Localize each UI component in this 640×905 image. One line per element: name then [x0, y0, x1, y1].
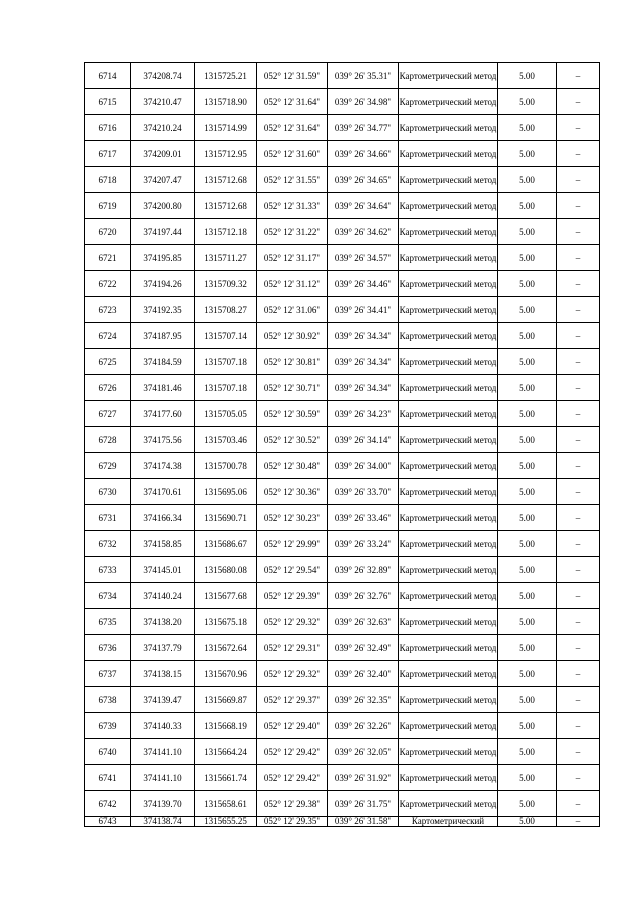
y-coordinate-cell: 1315668.19 — [195, 713, 257, 739]
note-cell: – — [557, 297, 600, 323]
table-row — [85, 505, 600, 531]
point-number-cell: 6737 — [85, 661, 131, 687]
note-cell: – — [557, 141, 600, 167]
note-cell: – — [557, 349, 600, 375]
x-coordinate-cell: 374138.20 — [131, 609, 195, 635]
latitude-cell: 052° 12' 31.55" — [257, 167, 328, 193]
table-row — [85, 765, 600, 791]
x-coordinate-cell: 374140.24 — [131, 583, 195, 609]
latitude-cell: 052° 12' 31.12" — [257, 271, 328, 297]
accuracy-cell: 5.00 — [498, 661, 557, 687]
method-cell: Картометрический метод — [399, 661, 498, 687]
longitude-cell: 039° 26' 34.46" — [328, 271, 399, 297]
point-number-cell: 6735 — [85, 609, 131, 635]
x-coordinate-cell: 374200.80 — [131, 193, 195, 219]
x-coordinate-cell: 374207.47 — [131, 167, 195, 193]
latitude-cell: 052° 12' 29.42" — [257, 765, 328, 791]
point-number-cell: 6728 — [85, 427, 131, 453]
table-row — [85, 141, 600, 167]
point-number-cell: 6727 — [85, 401, 131, 427]
point-number-cell: 6721 — [85, 245, 131, 271]
latitude-cell: 052° 12' 30.52" — [257, 427, 328, 453]
y-coordinate-cell: 1315712.68 — [195, 193, 257, 219]
x-coordinate-cell: 374138.74 — [131, 817, 195, 827]
note-cell: – — [557, 401, 600, 427]
table-row — [85, 245, 600, 271]
note-cell: – — [557, 323, 600, 349]
latitude-cell: 052° 12' 29.99" — [257, 531, 328, 557]
longitude-cell: 039° 26' 32.76" — [328, 583, 399, 609]
method-cell: Картометрический метод — [399, 531, 498, 557]
method-cell: Картометрический метод — [399, 219, 498, 245]
y-coordinate-cell: 1315708.27 — [195, 297, 257, 323]
accuracy-cell: 5.00 — [498, 141, 557, 167]
latitude-cell: 052° 12' 29.35" — [257, 817, 328, 827]
note-cell: – — [557, 271, 600, 297]
table-row — [85, 297, 600, 323]
point-number-cell: 6715 — [85, 89, 131, 115]
longitude-cell: 039° 26' 32.49" — [328, 635, 399, 661]
longitude-cell: 039° 26' 34.14" — [328, 427, 399, 453]
accuracy-cell: 5.00 — [498, 245, 557, 271]
accuracy-cell: 5.00 — [498, 375, 557, 401]
y-coordinate-cell: 1315664.24 — [195, 739, 257, 765]
note-cell: – — [557, 583, 600, 609]
point-number-cell: 6714 — [85, 63, 131, 89]
table-row — [85, 531, 600, 557]
y-coordinate-cell: 1315718.90 — [195, 89, 257, 115]
latitude-cell: 052° 12' 30.36" — [257, 479, 328, 505]
method-cell: Картометрический метод — [399, 271, 498, 297]
x-coordinate-cell: 374210.24 — [131, 115, 195, 141]
accuracy-cell: 5.00 — [498, 427, 557, 453]
x-coordinate-cell: 374140.33 — [131, 713, 195, 739]
x-coordinate-cell: 374177.60 — [131, 401, 195, 427]
accuracy-cell: 5.00 — [498, 739, 557, 765]
table-row — [85, 89, 600, 115]
table-row — [85, 479, 600, 505]
accuracy-cell: 5.00 — [498, 115, 557, 141]
accuracy-cell: 5.00 — [498, 765, 557, 791]
point-number-cell: 6731 — [85, 505, 131, 531]
accuracy-cell: 5.00 — [498, 817, 557, 827]
point-number-cell: 6741 — [85, 765, 131, 791]
note-cell: – — [557, 245, 600, 271]
latitude-cell: 052° 12' 30.81" — [257, 349, 328, 375]
table-row — [85, 817, 600, 827]
x-coordinate-cell: 374208.74 — [131, 63, 195, 89]
longitude-cell: 039° 26' 34.41" — [328, 297, 399, 323]
latitude-cell: 052° 12' 30.23" — [257, 505, 328, 531]
table-row — [85, 453, 600, 479]
point-number-cell: 6726 — [85, 375, 131, 401]
point-number-cell: 6740 — [85, 739, 131, 765]
method-cell: Картометрический метод — [399, 583, 498, 609]
latitude-cell: 052° 12' 29.40" — [257, 713, 328, 739]
longitude-cell: 039° 26' 34.00" — [328, 453, 399, 479]
y-coordinate-cell: 1315695.06 — [195, 479, 257, 505]
y-coordinate-cell: 1315661.74 — [195, 765, 257, 791]
note-cell: – — [557, 63, 600, 89]
latitude-cell: 052° 12' 31.59" — [257, 63, 328, 89]
longitude-cell: 039° 26' 32.35" — [328, 687, 399, 713]
note-cell: – — [557, 453, 600, 479]
note-cell: – — [557, 817, 600, 827]
longitude-cell: 039° 26' 35.31" — [328, 63, 399, 89]
method-cell: Картометрический метод — [399, 115, 498, 141]
x-coordinate-cell: 374175.56 — [131, 427, 195, 453]
point-number-cell: 6732 — [85, 531, 131, 557]
table-row — [85, 401, 600, 427]
y-coordinate-cell: 1315712.68 — [195, 167, 257, 193]
accuracy-cell: 5.00 — [498, 635, 557, 661]
accuracy-cell: 5.00 — [498, 271, 557, 297]
accuracy-cell: 5.00 — [498, 167, 557, 193]
method-cell: Картометрический метод — [399, 89, 498, 115]
accuracy-cell: 5.00 — [498, 531, 557, 557]
x-coordinate-cell: 374145.01 — [131, 557, 195, 583]
latitude-cell: 052° 12' 31.60" — [257, 141, 328, 167]
latitude-cell: 052° 12' 31.22" — [257, 219, 328, 245]
note-cell: – — [557, 557, 600, 583]
note-cell: – — [557, 167, 600, 193]
longitude-cell: 039° 26' 31.58" — [328, 817, 399, 827]
longitude-cell: 039° 26' 32.05" — [328, 739, 399, 765]
x-coordinate-cell: 374181.46 — [131, 375, 195, 401]
y-coordinate-cell: 1315725.21 — [195, 63, 257, 89]
latitude-cell: 052° 12' 29.38" — [257, 791, 328, 817]
latitude-cell: 052° 12' 30.71" — [257, 375, 328, 401]
longitude-cell: 039° 26' 34.66" — [328, 141, 399, 167]
y-coordinate-cell: 1315712.18 — [195, 219, 257, 245]
point-number-cell: 6724 — [85, 323, 131, 349]
y-coordinate-cell: 1315707.14 — [195, 323, 257, 349]
x-coordinate-cell: 374209.01 — [131, 141, 195, 167]
y-coordinate-cell: 1315703.46 — [195, 427, 257, 453]
y-coordinate-cell: 1315714.99 — [195, 115, 257, 141]
y-coordinate-cell: 1315680.08 — [195, 557, 257, 583]
y-coordinate-cell: 1315677.68 — [195, 583, 257, 609]
table-row — [85, 427, 600, 453]
y-coordinate-cell: 1315669.87 — [195, 687, 257, 713]
accuracy-cell: 5.00 — [498, 479, 557, 505]
longitude-cell: 039° 26' 34.98" — [328, 89, 399, 115]
point-number-cell: 6717 — [85, 141, 131, 167]
x-coordinate-cell: 374194.26 — [131, 271, 195, 297]
table-row — [85, 739, 600, 765]
x-coordinate-cell: 374166.34 — [131, 505, 195, 531]
table-row — [85, 713, 600, 739]
longitude-cell: 039° 26' 32.89" — [328, 557, 399, 583]
latitude-cell: 052° 12' 31.33" — [257, 193, 328, 219]
latitude-cell: 052° 12' 29.42" — [257, 739, 328, 765]
accuracy-cell: 5.00 — [498, 89, 557, 115]
method-cell: Картометрический метод — [399, 557, 498, 583]
longitude-cell: 039° 26' 34.34" — [328, 375, 399, 401]
table-row — [85, 661, 600, 687]
method-cell: Картометрический метод — [399, 167, 498, 193]
accuracy-cell: 5.00 — [498, 609, 557, 635]
y-coordinate-cell: 1315686.67 — [195, 531, 257, 557]
method-cell: Картометрический метод — [399, 323, 498, 349]
longitude-cell: 039° 26' 33.46" — [328, 505, 399, 531]
table-row — [85, 115, 600, 141]
x-coordinate-cell: 374158.85 — [131, 531, 195, 557]
y-coordinate-cell: 1315690.71 — [195, 505, 257, 531]
latitude-cell: 052° 12' 30.92" — [257, 323, 328, 349]
note-cell: – — [557, 193, 600, 219]
method-cell: Картометрический метод — [399, 453, 498, 479]
x-coordinate-cell: 374138.15 — [131, 661, 195, 687]
longitude-cell: 039° 26' 32.40" — [328, 661, 399, 687]
x-coordinate-cell: 374139.47 — [131, 687, 195, 713]
accuracy-cell: 5.00 — [498, 63, 557, 89]
accuracy-cell: 5.00 — [498, 323, 557, 349]
accuracy-cell: 5.00 — [498, 401, 557, 427]
method-cell: Картометрический — [399, 817, 498, 827]
y-coordinate-cell: 1315670.96 — [195, 661, 257, 687]
table-row — [85, 557, 600, 583]
point-number-cell: 6722 — [85, 271, 131, 297]
longitude-cell: 039° 26' 33.70" — [328, 479, 399, 505]
point-number-cell: 6738 — [85, 687, 131, 713]
y-coordinate-cell: 1315700.78 — [195, 453, 257, 479]
table-row — [85, 349, 600, 375]
note-cell: – — [557, 375, 600, 401]
note-cell: – — [557, 219, 600, 245]
x-coordinate-cell: 374184.59 — [131, 349, 195, 375]
method-cell: Картометрический метод — [399, 245, 498, 271]
latitude-cell: 052° 12' 31.06" — [257, 297, 328, 323]
point-number-cell: 6733 — [85, 557, 131, 583]
note-cell: – — [557, 427, 600, 453]
latitude-cell: 052° 12' 31.17" — [257, 245, 328, 271]
accuracy-cell: 5.00 — [498, 713, 557, 739]
point-number-cell: 6742 — [85, 791, 131, 817]
table-row — [85, 791, 600, 817]
x-coordinate-cell: 374195.85 — [131, 245, 195, 271]
latitude-cell: 052° 12' 29.54" — [257, 557, 328, 583]
point-number-cell: 6720 — [85, 219, 131, 245]
note-cell: – — [557, 661, 600, 687]
table-row — [85, 583, 600, 609]
coordinates-sheet — [84, 62, 599, 827]
y-coordinate-cell: 1315712.95 — [195, 141, 257, 167]
x-coordinate-cell: 374210.47 — [131, 89, 195, 115]
y-coordinate-cell: 1315711.27 — [195, 245, 257, 271]
table-row — [85, 193, 600, 219]
longitude-cell: 039° 26' 32.63" — [328, 609, 399, 635]
x-coordinate-cell: 374141.10 — [131, 765, 195, 791]
x-coordinate-cell: 374197.44 — [131, 219, 195, 245]
method-cell: Картометрический метод — [399, 297, 498, 323]
x-coordinate-cell: 374137.79 — [131, 635, 195, 661]
latitude-cell: 052° 12' 31.64" — [257, 115, 328, 141]
longitude-cell: 039° 26' 31.92" — [328, 765, 399, 791]
note-cell: – — [557, 531, 600, 557]
longitude-cell: 039° 26' 31.75" — [328, 791, 399, 817]
table-row — [85, 609, 600, 635]
note-cell: – — [557, 479, 600, 505]
longitude-cell: 039° 26' 34.34" — [328, 349, 399, 375]
note-cell: – — [557, 89, 600, 115]
y-coordinate-cell: 1315675.18 — [195, 609, 257, 635]
accuracy-cell: 5.00 — [498, 687, 557, 713]
note-cell: – — [557, 765, 600, 791]
latitude-cell: 052° 12' 29.39" — [257, 583, 328, 609]
method-cell: Картометрический метод — [399, 713, 498, 739]
latitude-cell: 052° 12' 29.37" — [257, 687, 328, 713]
method-cell: Картометрический метод — [399, 349, 498, 375]
method-cell: Картометрический метод — [399, 427, 498, 453]
note-cell: – — [557, 739, 600, 765]
point-number-cell: 6730 — [85, 479, 131, 505]
x-coordinate-cell: 374192.35 — [131, 297, 195, 323]
longitude-cell: 039° 26' 32.26" — [328, 713, 399, 739]
x-coordinate-cell: 374170.61 — [131, 479, 195, 505]
point-number-cell: 6723 — [85, 297, 131, 323]
point-number-cell: 6718 — [85, 167, 131, 193]
point-number-cell: 6739 — [85, 713, 131, 739]
latitude-cell: 052° 12' 29.31" — [257, 635, 328, 661]
table-row — [85, 375, 600, 401]
table-row — [85, 63, 600, 89]
accuracy-cell: 5.00 — [498, 583, 557, 609]
method-cell: Картометрический метод — [399, 791, 498, 817]
table-row — [85, 271, 600, 297]
longitude-cell: 039° 26' 34.77" — [328, 115, 399, 141]
table-row — [85, 167, 600, 193]
x-coordinate-cell: 374187.95 — [131, 323, 195, 349]
longitude-cell: 039° 26' 34.34" — [328, 323, 399, 349]
note-cell: – — [557, 635, 600, 661]
x-coordinate-cell: 374174.38 — [131, 453, 195, 479]
method-cell: Картометрический метод — [399, 609, 498, 635]
method-cell: Картометрический метод — [399, 141, 498, 167]
table-row — [85, 635, 600, 661]
y-coordinate-cell: 1315709.32 — [195, 271, 257, 297]
note-cell: – — [557, 713, 600, 739]
y-coordinate-cell: 1315707.18 — [195, 375, 257, 401]
table-row — [85, 323, 600, 349]
method-cell: Картометрический метод — [399, 765, 498, 791]
accuracy-cell: 5.00 — [498, 297, 557, 323]
x-coordinate-cell: 374141.10 — [131, 739, 195, 765]
point-number-cell: 6716 — [85, 115, 131, 141]
longitude-cell: 039° 26' 33.24" — [328, 531, 399, 557]
accuracy-cell: 5.00 — [498, 557, 557, 583]
note-cell: – — [557, 609, 600, 635]
longitude-cell: 039° 26' 34.57" — [328, 245, 399, 271]
note-cell: – — [557, 505, 600, 531]
accuracy-cell: 5.00 — [498, 505, 557, 531]
point-number-cell: 6729 — [85, 453, 131, 479]
method-cell: Картометрический метод — [399, 739, 498, 765]
method-cell: Картометрический метод — [399, 63, 498, 89]
accuracy-cell: 5.00 — [498, 193, 557, 219]
point-number-cell: 6719 — [85, 193, 131, 219]
table-row — [85, 219, 600, 245]
accuracy-cell: 5.00 — [498, 219, 557, 245]
point-number-cell: 6725 — [85, 349, 131, 375]
method-cell: Картометрический метод — [399, 401, 498, 427]
point-number-cell: 6743 — [85, 817, 131, 827]
method-cell: Картометрический метод — [399, 193, 498, 219]
latitude-cell: 052° 12' 30.48" — [257, 453, 328, 479]
y-coordinate-cell: 1315658.61 — [195, 791, 257, 817]
note-cell: – — [557, 115, 600, 141]
longitude-cell: 039° 26' 34.62" — [328, 219, 399, 245]
y-coordinate-cell: 1315672.64 — [195, 635, 257, 661]
x-coordinate-cell: 374139.70 — [131, 791, 195, 817]
accuracy-cell: 5.00 — [498, 349, 557, 375]
longitude-cell: 039° 26' 34.23" — [328, 401, 399, 427]
longitude-cell: 039° 26' 34.64" — [328, 193, 399, 219]
y-coordinate-cell: 1315655.25 — [195, 817, 257, 827]
latitude-cell: 052° 12' 29.32" — [257, 609, 328, 635]
accuracy-cell: 5.00 — [498, 453, 557, 479]
accuracy-cell: 5.00 — [498, 791, 557, 817]
longitude-cell: 039° 26' 34.65" — [328, 167, 399, 193]
coordinates-table — [84, 62, 600, 827]
note-cell: – — [557, 687, 600, 713]
latitude-cell: 052° 12' 30.59" — [257, 401, 328, 427]
latitude-cell: 052° 12' 31.64" — [257, 89, 328, 115]
method-cell: Картометрический метод — [399, 375, 498, 401]
method-cell: Картометрический метод — [399, 687, 498, 713]
method-cell: Картометрический метод — [399, 479, 498, 505]
point-number-cell: 6736 — [85, 635, 131, 661]
note-cell: – — [557, 791, 600, 817]
y-coordinate-cell: 1315705.05 — [195, 401, 257, 427]
method-cell: Картометрический метод — [399, 635, 498, 661]
y-coordinate-cell: 1315707.18 — [195, 349, 257, 375]
latitude-cell: 052° 12' 29.32" — [257, 661, 328, 687]
method-cell: Картометрический метод — [399, 505, 498, 531]
table-row — [85, 687, 600, 713]
point-number-cell: 6734 — [85, 583, 131, 609]
